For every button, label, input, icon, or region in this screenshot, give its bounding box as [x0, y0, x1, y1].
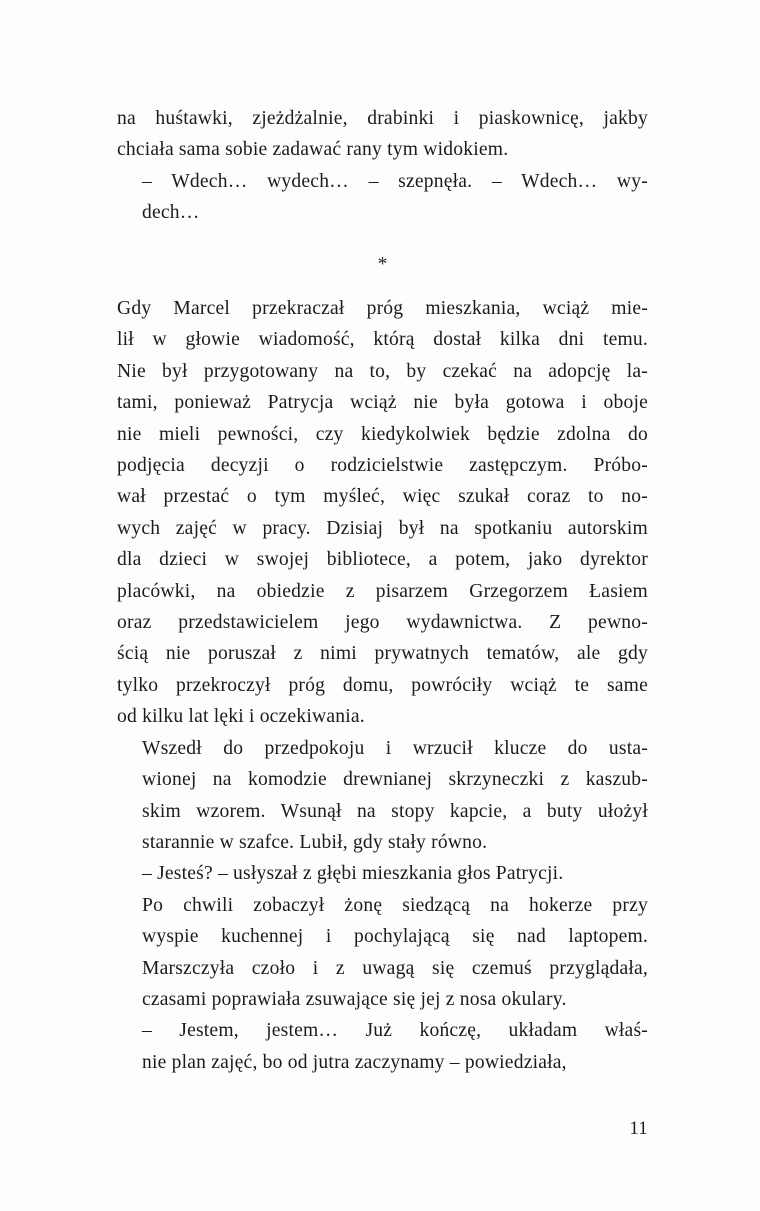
page-number: 11 [629, 1119, 648, 1139]
text-line: Gdy Marcel przekraczał próg mieszkania, wciąż mie- [117, 298, 648, 319]
text-line: podjęcia decyzji o rodzicielstwie zastępczym. Próbo- [117, 455, 648, 477]
text-line: tami, ponieważ Patrycja wciąż nie była gotowa i oboje [117, 392, 648, 414]
text-section-after-separator [117, 293, 648, 1078]
text-line: czasami poprawiała zsuwające się jej z nosa okulary. [142, 988, 567, 1010]
paragraph-po-chwili [117, 890, 648, 1016]
text-line: wych zajęć w pracy. Dzisiaj był na spotkaniu autorskim [117, 517, 648, 539]
text-line: wyspie kuchennej i pochylającą się nad laptopem. [142, 926, 648, 948]
paragraph-dialogue-wdech [117, 166, 648, 229]
text-line: nie mieli pewności, czy kiedykolwiek będzie zdolna do [117, 423, 648, 445]
text-line: ścią nie poruszał z nimi prywatnych tematów, ale gdy [117, 643, 648, 665]
text-line: wał przestać o tym myśleć, więc szukał coraz to no- [117, 486, 648, 508]
text-line: – Jestem, jestem… Już kończę, układam właś- [142, 1020, 648, 1042]
paragraph-dialogue-jestes [117, 858, 648, 889]
paragraph-marcel [117, 293, 648, 733]
section-separator-asterisk: * [377, 254, 388, 275]
text-line: tylko przekroczył próg domu, powróciły wciąż te same [117, 674, 648, 696]
text-line: wionej na komodzie drewnianej skrzyneczki z kaszub- [142, 769, 648, 791]
text-line: placówki, na obiedzie z pisarzem Grzegorzem Łasiem [117, 580, 648, 602]
paragraph-continuation [117, 103, 648, 166]
text-line: dech… [142, 202, 200, 224]
text-line: od kilku lat lęki i oczekiwania. [117, 706, 365, 728]
text-line: oraz przedstawicielem jego wydawnictwa. Z pewno- [117, 612, 648, 634]
text-line: Wszedł do przedpokoju i wrzucił klucze do usta- [142, 737, 648, 759]
paragraph-dialogue-jestem [117, 1015, 648, 1078]
text-line: – Jesteś? – usłyszał z głębi mieszkania głos Patrycji. [142, 863, 564, 885]
text-line: Po chwili zobaczył żonę siedzącą na hokerze przy [142, 894, 648, 916]
text-line: starannie w szafce. Lubił, gdy stały równo. [142, 831, 488, 853]
paragraph-wszedl [117, 733, 648, 859]
text-line: chciała sama sobie zadawać rany tym widokiem. [117, 139, 509, 161]
text-line: na huśtawki, zjeżdżalnie, drabinki i piaskownicę, jakby [117, 108, 648, 129]
text-line: dla dzieci w swojej bibliotece, a potem, jako dyrektor [117, 549, 648, 571]
text-section-before-separator [117, 103, 648, 229]
text-line: Marszczyła czoło i z uwagą się czemuś przyglądała, [142, 957, 648, 979]
text-line: skim wzorem. Wsunął na stopy kapcie, a buty ułożył [142, 800, 648, 822]
text-line: Nie był przygotowany na to, by czekać na adopcję la- [117, 360, 648, 382]
text-line: nie plan zajęć, bo od jutra zaczynamy – powiedziała, [142, 1051, 567, 1073]
text-line: lił w głowie wiadomość, którą dostał kilka dni temu. [117, 329, 648, 351]
text-line: – Wdech… wydech… – szepnęła. – Wdech… wy- [142, 170, 648, 192]
